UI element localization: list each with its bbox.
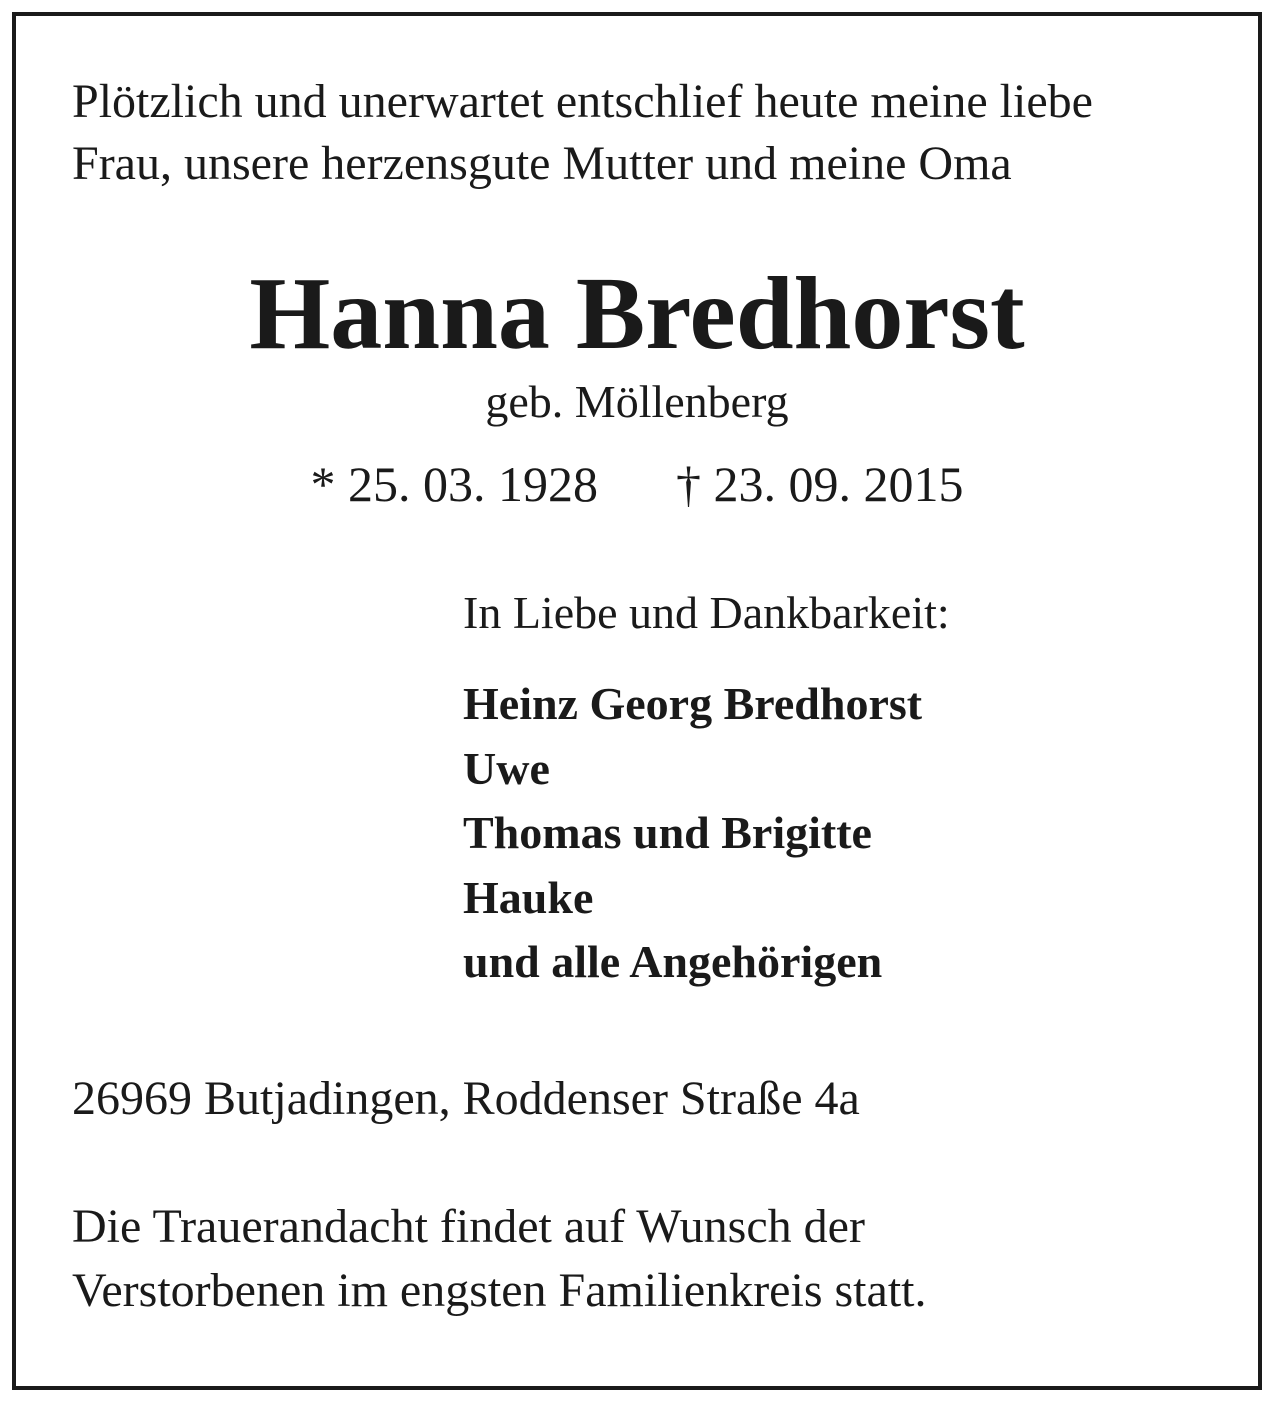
signers-list (463, 672, 922, 995)
address: 26969 Butjadingen, Roddenser Straße 4a (72, 1072, 860, 1125)
signer: Uwe (463, 742, 550, 794)
closing-line-1: Die Trauerandacht findet auf Wunsch der (72, 1200, 865, 1253)
deceased-name: Hanna Bredhorst (249, 256, 1025, 371)
death-date: † 23. 09. 2015 (676, 456, 964, 512)
birth-date: * 25. 03. 1928 (310, 456, 598, 512)
signer: und alle Angehörigen (463, 936, 883, 987)
obituary-notice (12, 12, 1262, 1390)
intro-line-2: Frau, unsere herzensgute Mutter und meine Oma (72, 137, 1012, 190)
signer: Hauke (463, 871, 594, 923)
life-dates (16, 453, 1258, 515)
signer: Heinz Georg Bredhorst (463, 678, 923, 729)
thanks-line: In Liebe und Dankbarkeit: (463, 587, 950, 638)
closing-line-2: Verstorbenen im engsten Familienkreis statt. (72, 1264, 927, 1317)
birth-name: geb. Möllenberg (485, 376, 789, 427)
signer: Thomas und Brigitte (463, 807, 872, 858)
intro-line-1: Plötzlich und unerwartet entschlief heute meine liebe (72, 75, 1093, 128)
